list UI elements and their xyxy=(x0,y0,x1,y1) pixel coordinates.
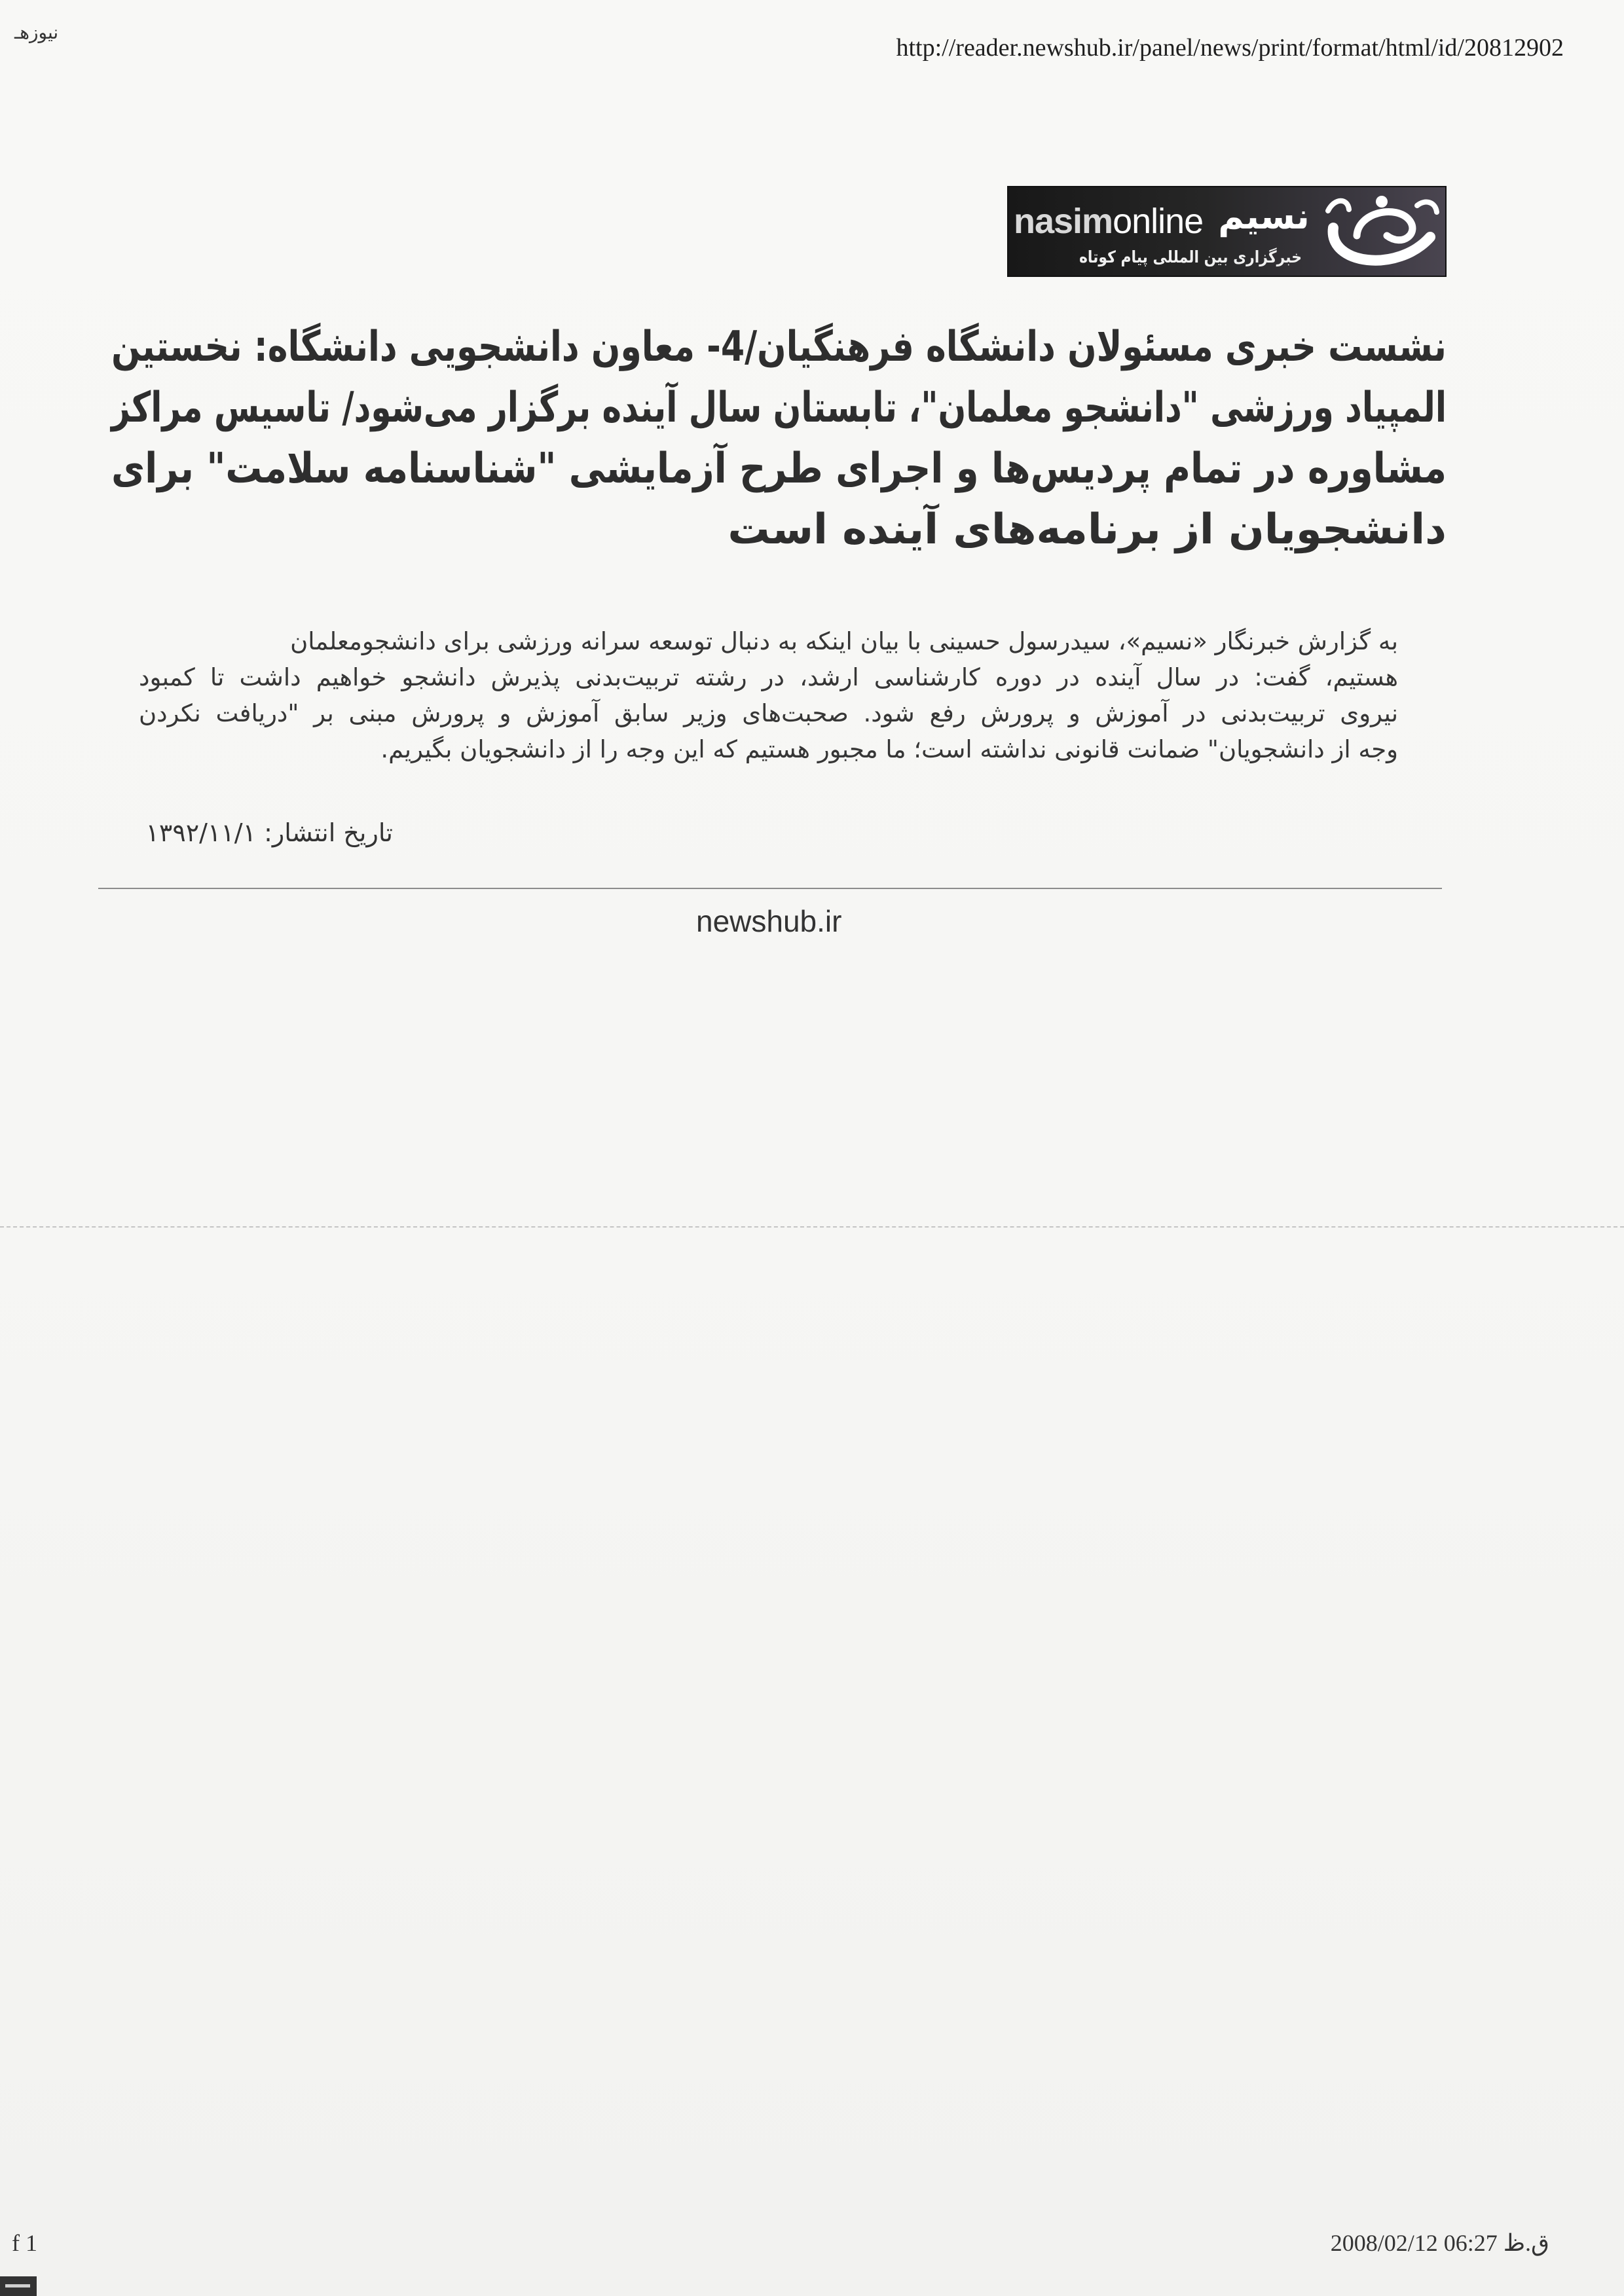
print-url: http://reader.newshub.ir/panel/news/print/format/html/id/20812902 xyxy=(896,34,1564,62)
logo-mark-swirl xyxy=(1357,212,1412,240)
footer-timestamp: 2008/02/12 06:27 ق.ظ xyxy=(1330,2230,1549,2256)
nasimonline-logo xyxy=(1007,186,1447,277)
body-line-1: به گزارش خبرنگار «نسیم»، سیدرسول حسینی با بیان اینکه به دنبال توسعه سرانه ورزشی برای دانشجومعلمان xyxy=(290,627,1398,655)
body-line-2: هستیم، گفت: در سال آینده در دوره کارشناسی ارشد، در رشته تربیت‌بدنی پذیرش دانشجو خواهیم داشت تا کمبود xyxy=(139,663,1398,691)
logo-wordmark-online: online xyxy=(1113,202,1204,241)
logo-wordmark-nasim: nasim xyxy=(1014,202,1113,241)
logo-mark-bowl xyxy=(1333,228,1430,261)
logo-mark-flourish-right xyxy=(1417,202,1437,212)
logo-mark-flourish-left xyxy=(1328,201,1349,211)
nasim-logo-mark-icon xyxy=(1319,190,1445,276)
body-line-3: نیروی تربیت‌بدنی در آموزش و پرورش رفع شود. صحبت‌های وزیر سابق آموزش و پرورش مبنی بر "دریافت نکردن xyxy=(139,699,1398,727)
article-body xyxy=(139,623,1398,767)
headline-line-1: نشست خبری مسئولان دانشگاه فرهنگیان/4- معاون دانشجویی دانشگاه: نخستین xyxy=(111,323,1447,371)
logo-wordmark-latin xyxy=(1014,202,1218,241)
browser-page-title: نیوزهـ xyxy=(14,22,59,43)
logo-wordmark-persian: نسیم xyxy=(1218,196,1310,237)
source-site: newshub.ir xyxy=(696,904,842,938)
publish-date: تاریخ انتشار: ۱۳۹۲/۱۱/۱ xyxy=(145,818,393,847)
article-headline xyxy=(111,317,1447,560)
headline-line-4: دانشجویان از برنامه‌های آینده است xyxy=(728,505,1447,554)
headline-line-2: المپیاد ورزشی "دانشجو معلمان"، تابستان سال آینده برگزار می‌شود/ تاسیس مراکز xyxy=(111,384,1447,432)
logo-mark-dot xyxy=(1376,196,1388,208)
corner-watermark-stripe xyxy=(5,2284,30,2287)
scan-fold-line xyxy=(0,1226,1624,1228)
corner-watermark-icon xyxy=(0,2276,37,2296)
footer-page-number: f 1 xyxy=(12,2230,37,2256)
headline-line-3: مشاوره در تمام پردیس‌ها و اجرای طرح آزمایشی "شناسنامه سلامت" برای xyxy=(111,445,1447,493)
body-line-4: وجه از دانشجویان" ضمانت قانونی نداشته است؛ ما مجبور هستیم که این وجه را از دانشجویان بگیریم. xyxy=(380,735,1398,763)
logo-tagline: خبرگزاری بین المللی پیام کوتاه xyxy=(1079,247,1302,266)
divider-line xyxy=(98,888,1442,889)
